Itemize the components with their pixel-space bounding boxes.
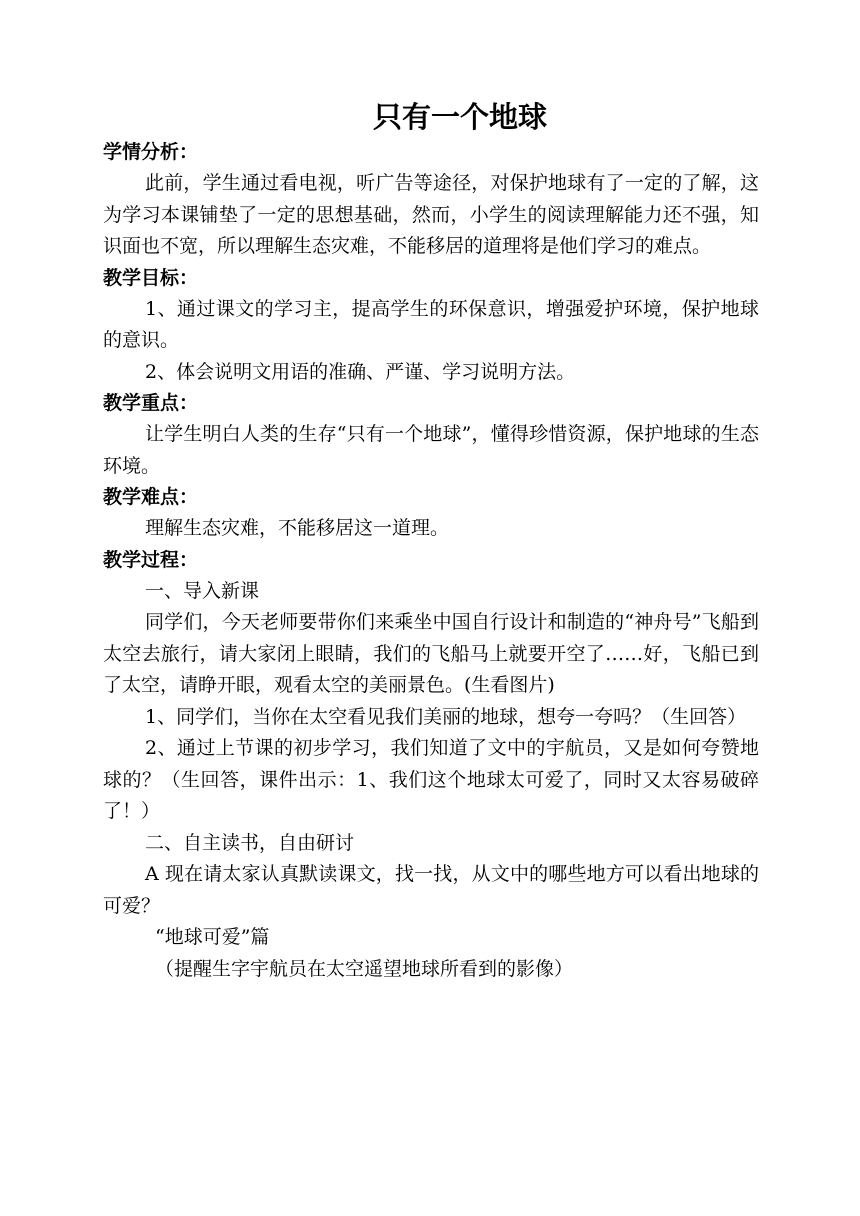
goals-paragraph-1: 1、通过课文的学习主，提高学生的环保意识，增强爱护环境，保护地球的意识。 xyxy=(103,297,759,351)
process-paragraph-6: A 现在请太家认真默读课文，找一找，从文中的哪些地方可以看出地球的可爱？ xyxy=(103,863,759,917)
analysis-heading: 学情分析： xyxy=(103,141,199,163)
goals-paragraph-2: 2、体会说明文用语的准确、严谨、学习说明方法。 xyxy=(145,360,576,383)
document-body xyxy=(103,137,759,985)
process-paragraph-8: （提醒生字宇航员在太空遥望地球所看到的影像） xyxy=(155,957,574,980)
difficult-points-heading: 教学难点： xyxy=(103,486,199,508)
process-paragraph-4: 2、通过上节课的初步学习，我们知道了文中的宇航员，又是如何夸赞地球的？（生回答，课件出示：1、我们这个地球太可爱了，同时又太容易破碎了！） xyxy=(103,737,759,822)
process-paragraph-5: 二、自主读书，自由研讨 xyxy=(145,831,355,854)
process-paragraph-7: “地球可爱”篇 xyxy=(155,926,270,948)
key-points-heading: 教学重点： xyxy=(103,392,199,414)
key-points-paragraph: 让学生明白人类的生存“只有一个地球”，懂得珍惜资源，保护地球的生态环境。 xyxy=(103,423,759,477)
process-paragraph-1: 一、导入新课 xyxy=(145,579,260,602)
difficult-points-paragraph: 理解生态灾难，不能移居这一道理。 xyxy=(145,517,450,539)
process-paragraph-2: 同学们，今天老师要带你们来乘坐中国自行设计和制造的“神舟号”飞船到太空去旅行，请大家闭上眼睛，我们的飞船马上就要开空了……好，飞船已到了太空，请睁开眼，观看太空的美丽景色。(生看图片) xyxy=(103,611,759,696)
process-heading: 教学过程： xyxy=(103,548,199,571)
document-title: 只有一个地球 xyxy=(372,100,547,134)
process-paragraph-3: 1、同学们，当你在太空看见我们美丽的地球，想夸一夸吗？（生回答） xyxy=(145,705,747,728)
analysis-paragraph: 此前，学生通过看电视，听广告等途径，对保护地球有了一定的了解，这为学习本课铺垫了一定的思想基础，然而，小学生的阅读理解能力还不强，知识面也不宽，所以理解生态灾难，不能移居的道理将是他们学习的难点。 xyxy=(103,172,759,257)
goals-heading: 教学目标： xyxy=(103,266,199,289)
